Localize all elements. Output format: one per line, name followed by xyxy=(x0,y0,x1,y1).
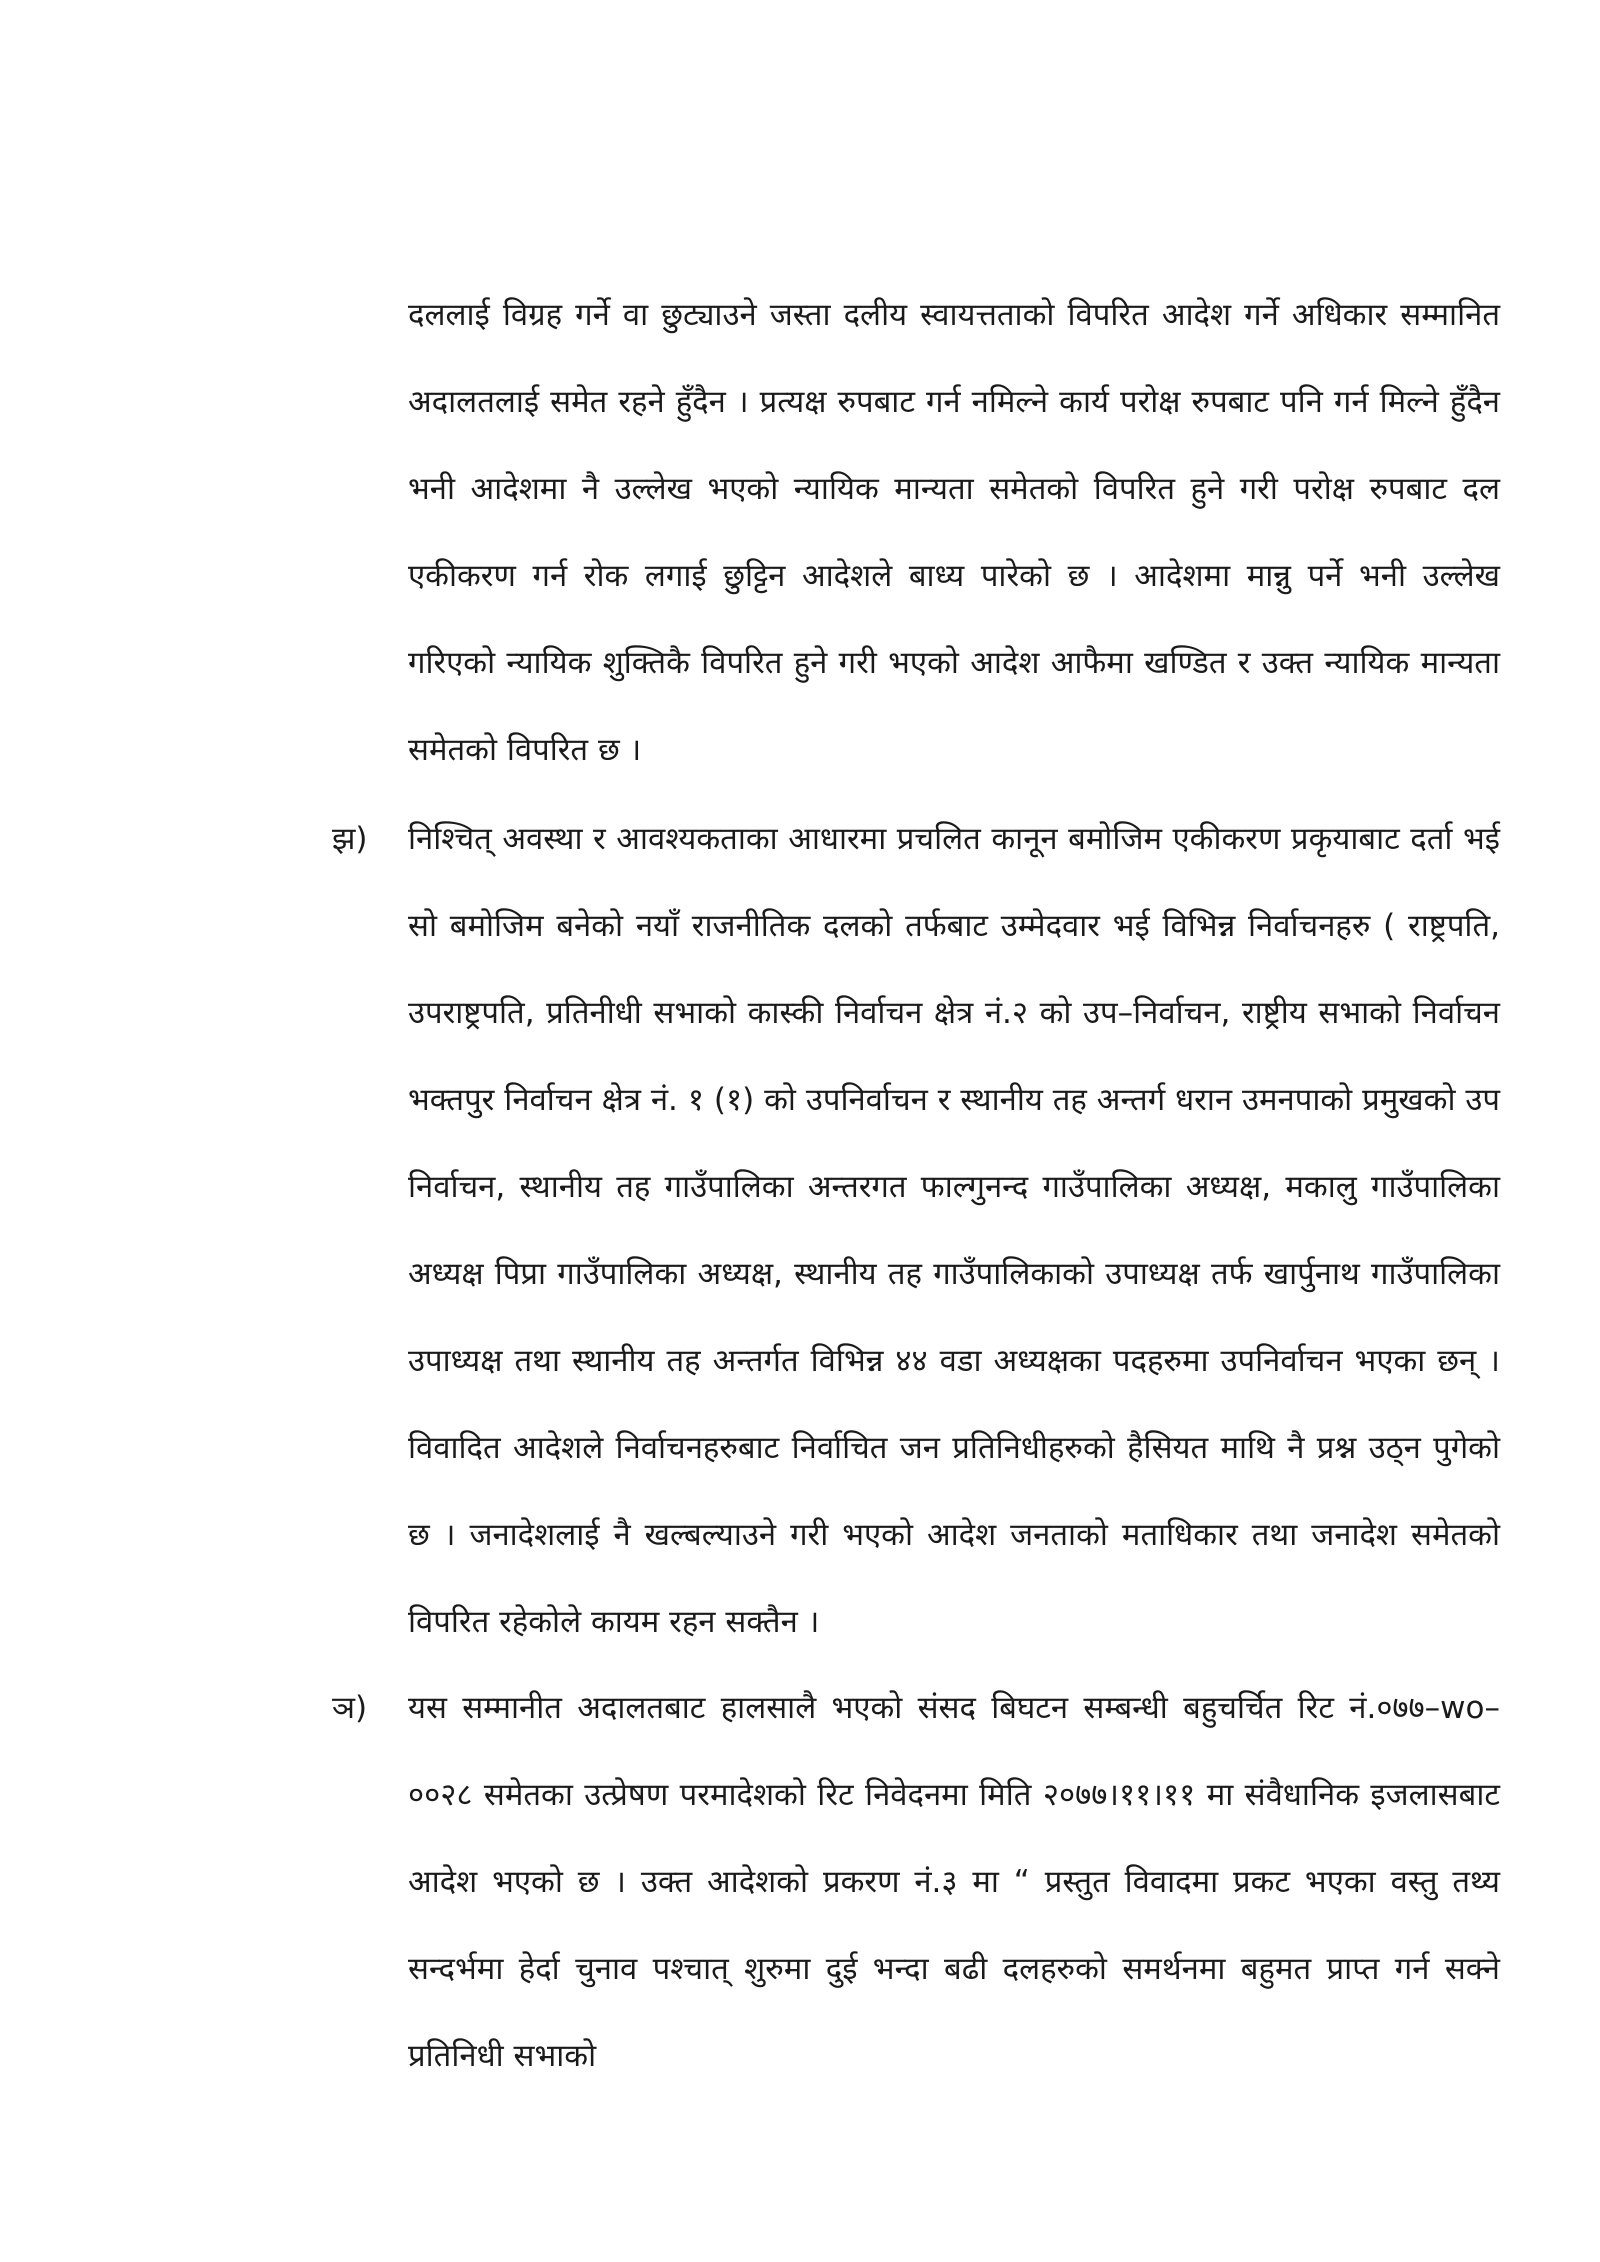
paragraph-continuation: दललाई विग्रह गर्ने वा छुट्याउने जस्ता दलीय स्वायत्तताको विपरित आदेश गर्ने अधिकार सम्मानित अदालतलाई समेत रहने हुँदैन । प्रत्यक्ष रुपबाट गर्न नमिल्ने कार्य परोक्ष रुपबाट पनि गर्न मिल्ने हुँदैन भनी आदेशमा नै उल्लेख भएको न्यायिक मान्यता समेतको विपरित हुने गरी परोक्ष रुपबाट दल एकीकरण गर्न रोक लगाई छुट्टिन आदेशले बाध्य पारेको छ । आदेशमा मान्नु पर्ने भनी उल्लेख गरिएको न्यायिक शुक्तिकै विपरित हुने गरी भएको आदेश आफैमा खण्डित र उक्त न्यायिक मान्यता समेतको विपरित छ । xyxy=(408,297,1500,768)
paragraph-nya: यस सम्मानीत अदालतबाट हालसालै भएको संसद बिघटन सम्बन्धी बहुचर्चित रिट नं.०७७–wo–००२८ समेतका उत्प्रेषण परमादेशको रिट निवेदनमा मिति २०७७।११।११ मा संवैधानिक इजलासबाट आदेश भएको छ । उक्त आदेशको प्रकरण नं.३ मा “ प्रस्तुत विवादमा प्रकट भएका वस्तु तथ्य सन्दर्भमा हेर्दा चुनाव पश्चात् शुरुमा दुई भन्दा बढी दलहरुको समर्थनमा बहुमत प्राप्त गर्न सक्ने प्रतिनिधी सभाको xyxy=(408,1690,1500,2074)
paragraph-jha: निश्चित् अवस्था र आवश्यकताका आधारमा प्रचलित कानून बमोजिम एकीकरण प्रकृयाबाट दर्ता भई सो बमोजिम बनेको नयाँ राजनीतिक दलको तर्फबाट उम्मेदवार भई विभिन्न निर्वाचनहरु ( राष्ट्रपति, उपराष्ट्रपति, प्रतिनीधी सभाको कास्की निर्वाचन क्षेत्र नं.२ को उप–निर्वाचन, राष्ट्रीय सभाको निर्वाचन भक्तपुर निर्वाचन क्षेत्र नं. १ (१) को उपनिर्वाचन र स्थानीय तह अन्तर्ग धरान उमनपाको प्रमुखको उप निर्वाचन, स्थानीय तह गाउँपालिका अन्तरगत फाल्गुनन्द गाउँपालिका अध्यक्ष, मकालु गाउँपालिका अध्यक्ष पिप्रा गाउँपालिका अध्यक्ष, स्थानीय तह गाउँपालिकाको उपाध्यक्ष तर्फ खार्पुनाथ गाउँपालिका उपाध्यक्ष तथा स्थानीय तह अन्तर्गत विभिन्न ४४ वडा अध्यक्षका पदहरुमा उपनिर्वाचन भएका छन् । विवादित आदेशले निर्वाचनहरुबाट निर्वाचित जन प्रतिनिधीहरुको हैसियत माथि नै प्रश्न उठ्न पुगेको छ । जनादेशलाई नै खल्बल्याउने गरी भएको आदेश जनताको मताधिकार तथा जनादेश समेतको विपरित रहेकोले कायम रहन सक्तैन । xyxy=(408,821,1500,1640)
paragraph-marker-nya: ञ) xyxy=(332,1690,368,1726)
paragraph-marker-jha: झ) xyxy=(332,821,368,857)
